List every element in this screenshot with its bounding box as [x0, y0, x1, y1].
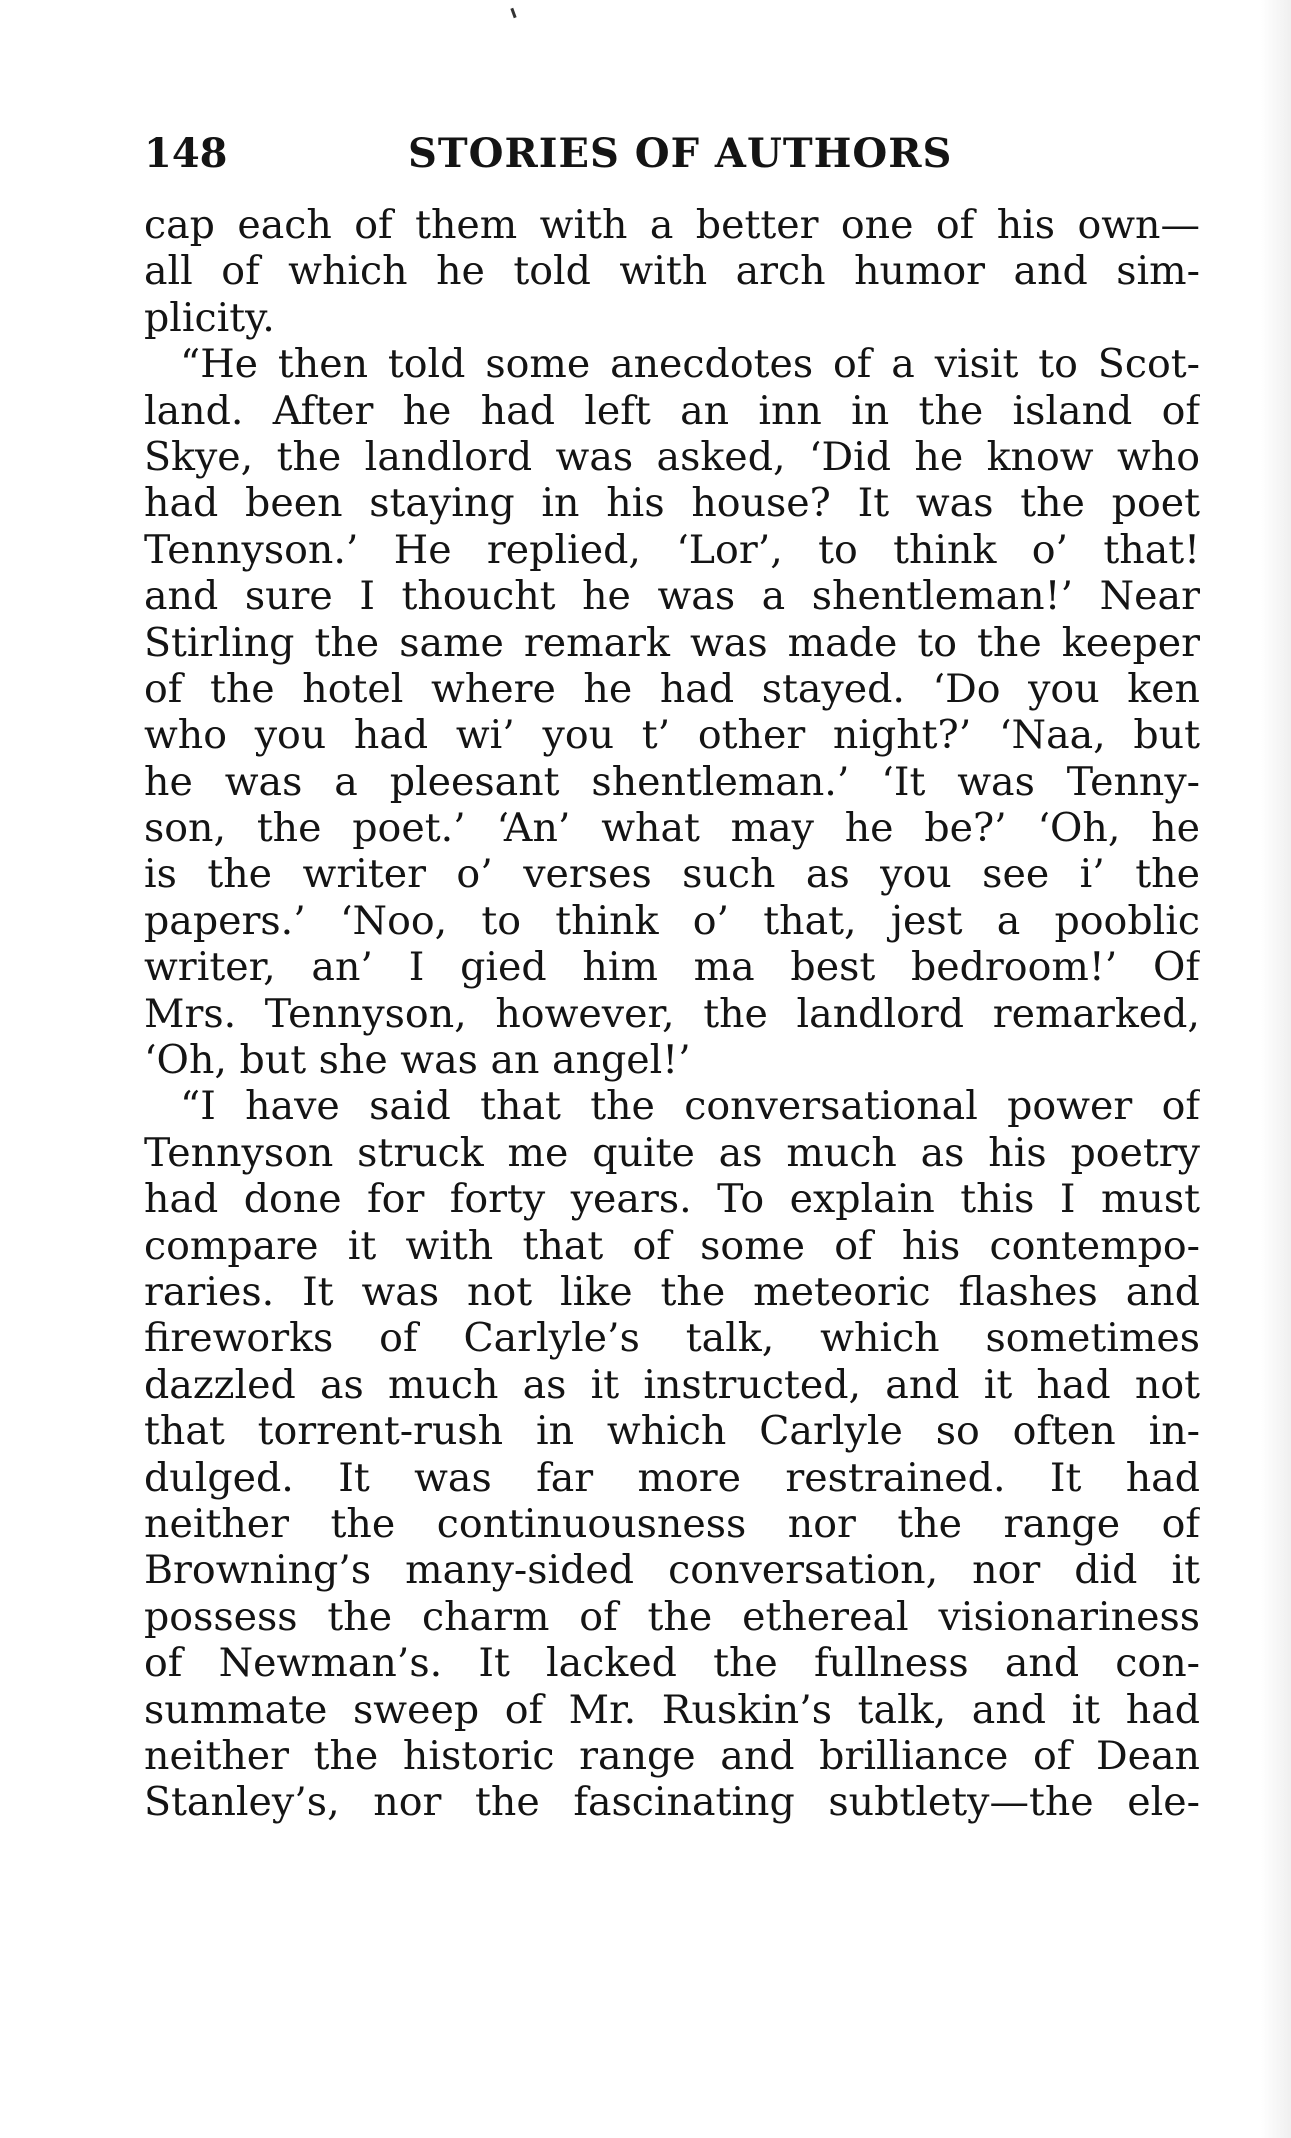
- page-header: [144, 126, 1200, 182]
- text-line: all of which he told with arch humor and sim-: [144, 248, 1200, 295]
- text-line: papers.’ ‘Noo, to think o’ that, jest a pooblic: [144, 897, 1200, 944]
- text-line: Browning’s many-sided conversation, nor did it: [144, 1547, 1200, 1594]
- text-line: writer, an’ I gied him ma best bedroom!’ Of: [144, 944, 1200, 991]
- text-line: dazzled as much as it instructed, and it had not: [144, 1361, 1200, 1408]
- stray-ink-mark: [510, 8, 516, 18]
- text-line: Stirling the same remark was made to the keeper: [144, 619, 1200, 666]
- text-line: Tennyson.’ He replied, ‘Lor’, to think o’ that!: [144, 526, 1200, 573]
- text-line: that torrent-rush in which Carlyle so often in-: [144, 1408, 1200, 1455]
- text-line: compare it with that of some of his contempo-: [144, 1222, 1200, 1269]
- text-line: summate sweep of Mr. Ruskin’s talk, and it had: [144, 1686, 1200, 1733]
- text-line: had done for forty years. To explain this I must: [144, 1176, 1200, 1223]
- text-line: who you had wi’ you t’ other night?’ ‘Naa, but: [144, 712, 1200, 759]
- text-line: son, the poet.’ ‘An’ what may he be?’ ‘Oh, he: [144, 805, 1200, 852]
- text-line: is the writer o’ verses such as you see i’ the: [144, 851, 1200, 898]
- text-line: neither the continuousness nor the range of: [144, 1500, 1200, 1547]
- text-line: plicity.: [144, 294, 275, 341]
- text-line: of the hotel where he had stayed. ‘Do you ken: [144, 665, 1200, 712]
- text-line: “I have said that the conversational power of: [180, 1083, 1200, 1130]
- text-line: Skye, the landlord was asked, ‘Did he know who: [144, 433, 1200, 480]
- text-line: fireworks of Carlyle’s talk, which sometimes: [144, 1315, 1200, 1362]
- text-line: of Newman’s. It lacked the fullness and con-: [144, 1640, 1200, 1687]
- page-number: 148: [144, 130, 228, 177]
- text-line: Tennyson struck me quite as much as his poetry: [144, 1129, 1200, 1176]
- text-line: “He then told some anecdotes of a visit to Scot-: [180, 341, 1200, 388]
- text-line: Mrs. Tennyson, however, the landlord remarked,: [144, 990, 1200, 1037]
- text-line: and sure I thoucht he was a shentleman!’ Near: [144, 573, 1200, 620]
- text-line: he was a pleesant shentleman.’ ‘It was Tenny-: [144, 758, 1200, 805]
- text-line: possess the charm of the ethereal visionariness: [144, 1593, 1200, 1640]
- text-line: neither the historic range and brilliance of Dean: [144, 1732, 1200, 1779]
- text-line: Stanley’s, nor the fascinating subtlety—the ele-: [144, 1779, 1200, 1826]
- text-line: raries. It was not like the meteoric flashes and: [144, 1268, 1200, 1315]
- text-line: had been staying in his house? It was the poet: [144, 480, 1200, 527]
- page-edge-shadow: [1261, 0, 1291, 2138]
- body-text: [144, 202, 1200, 1826]
- text-line: cap each of them with a better one of his own—: [144, 202, 1200, 248]
- text-line: ‘Oh, but she was an angel!’: [144, 1037, 691, 1084]
- text-line: land. After he had left an inn in the island of: [144, 387, 1200, 434]
- text-line: dulged. It was far more restrained. It had: [144, 1454, 1200, 1501]
- running-head: STORIES OF AUTHORS: [408, 130, 953, 177]
